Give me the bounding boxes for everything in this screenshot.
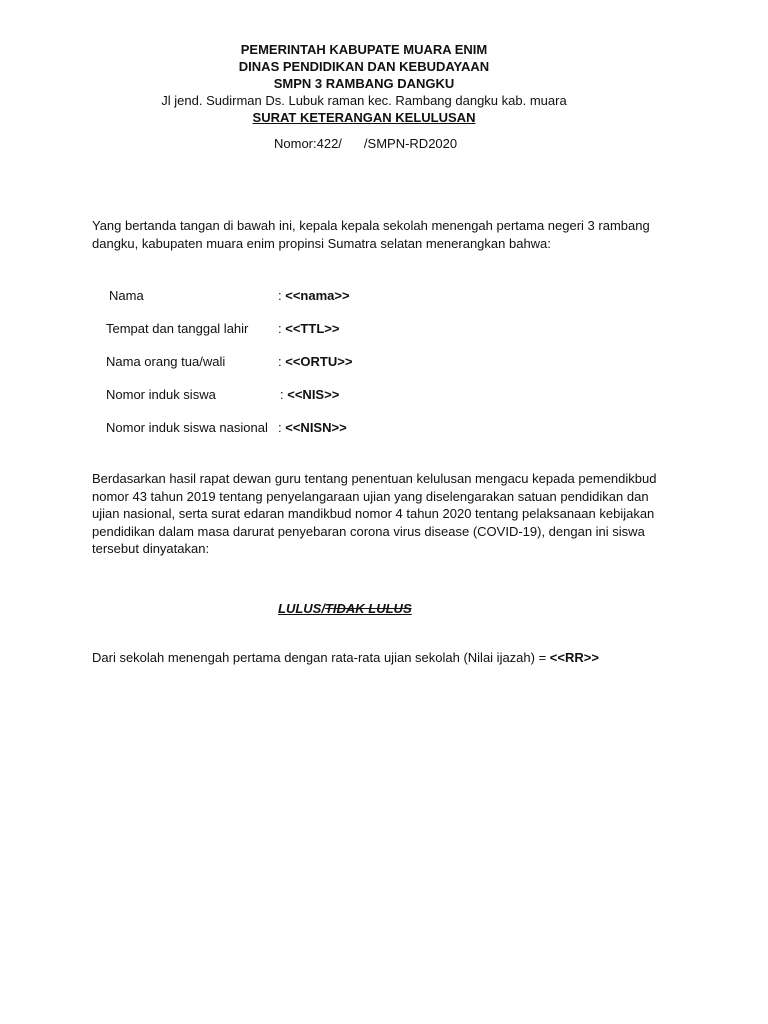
result-fail-struck: TIDAK LULUS <box>324 601 412 616</box>
field-value: : <<nama>> <box>278 288 350 303</box>
intro-paragraph: Yang bertanda tangan di bawah ini, kepala kepala sekolah menengah pertama negeri 3 rambang dangku, kabupaten muara enim propinsi Sumatra selatan menerangkan bahwa: <box>92 218 650 251</box>
document-number-prefix: Nomor:422/ <box>274 136 342 151</box>
government-name: PEMERINTAH KABUPATE MUARA ENIM <box>240 42 488 57</box>
field-row-ortu <box>106 354 506 387</box>
student-fields <box>106 288 506 453</box>
field-label: Nama orang tua/wali <box>106 354 226 369</box>
letterhead <box>0 41 728 126</box>
document-title: SURAT KETERANGAN KELULUSAN <box>252 110 476 125</box>
school-name: SMPN 3 RAMBANG DANGKU <box>273 76 455 91</box>
school-address: Jl jend. Sudirman Ds. Lubuk raman kec. Rambang dangku kab. muara <box>161 93 567 108</box>
field-value: : <<NISN>> <box>278 420 347 435</box>
field-row-nama <box>106 288 506 321</box>
field-label: Nomor induk siswa <box>106 387 216 402</box>
average-score-placeholder: <<RR>> <box>549 650 599 665</box>
field-value: : <<ORTU>> <box>278 354 353 369</box>
closing-text: Dari sekolah menengah pertama dengan rata-rata ujian sekolah (Nilai ijazah) = <box>92 650 550 665</box>
result-pass: LULUS/ <box>278 601 325 616</box>
field-value: : <<TTL>> <box>278 321 340 336</box>
field-label: Nama <box>109 288 144 303</box>
document-number-suffix: /SMPN-RD2020 <box>363 136 458 151</box>
field-row-nis <box>106 387 506 420</box>
field-row-nisn <box>106 420 506 453</box>
closing-line <box>92 650 599 665</box>
basis-paragraph: Berdasarkan hasil rapat dewan guru tentang penentuan kelulusan mengacu kepada pemendikbud nomor 43 tahun 2019 tentang penyelangaraan ujian yang diselengarakan satuan pendidikan dan ujian nasional, serta surat edaran mandikbud nomor 4 tahun 2020 tentang pelaksanaan kebijakan pendidikan dalam masa darurat penyebaran corona virus disease (COVID-19), dengan ini siswa tersebut dinyatakan: <box>92 471 657 556</box>
field-row-ttl <box>106 321 506 354</box>
field-label: Tempat dan tanggal lahir <box>106 321 249 336</box>
graduation-result <box>278 601 412 616</box>
field-value: : <<NIS>> <box>280 387 340 402</box>
field-label: Nomor induk siswa nasional <box>106 420 268 435</box>
document-number <box>274 136 457 151</box>
department-name: DINAS PENDIDIKAN DAN KEBUDAYAAN <box>238 59 490 74</box>
